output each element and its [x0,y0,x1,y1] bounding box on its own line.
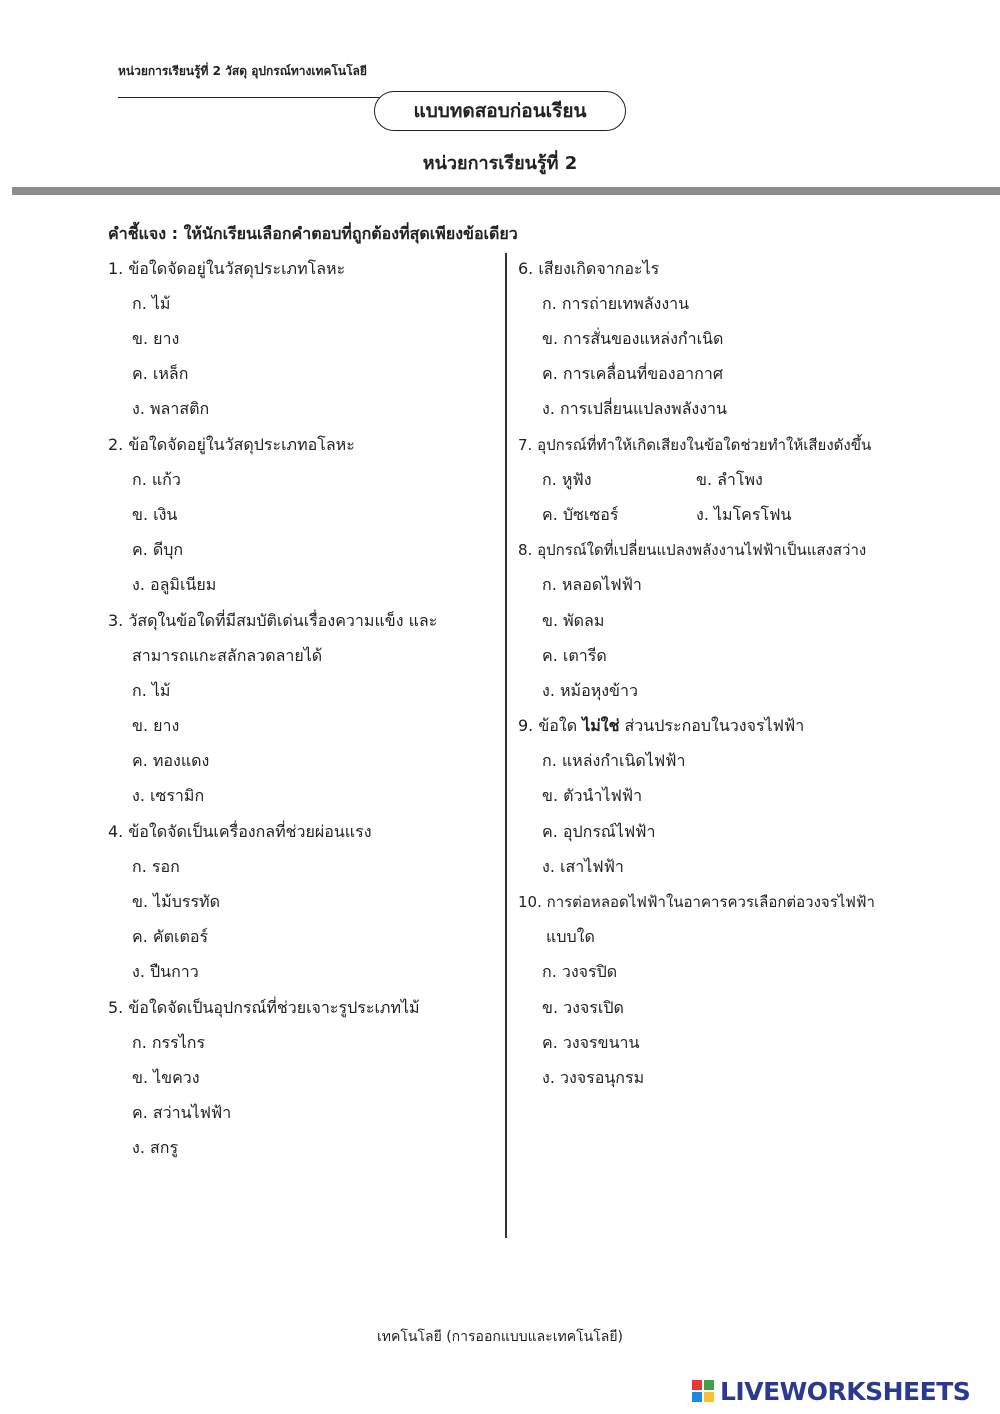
question-7: 7. อุปกรณ์ที่ทำให้เกิดเสียงในข้อใดช่วยทำให้เสียงดังขึ้น [518,436,872,454]
choice-1a[interactable]: ก. ไม้ [132,294,171,313]
choice-1d[interactable]: ง. พลาสติก [132,399,210,418]
choice-8b[interactable]: ข. พัดลม [542,611,605,630]
choice-7a[interactable]: ก. หูฟัง [542,470,592,489]
choice-10b[interactable]: ข. วงจรเปิด [542,998,624,1017]
header-rule [118,97,380,98]
choice-6c[interactable]: ค. การเคลื่อนที่ของอากาศ [542,364,723,383]
question-10: 10. การต่อหลอดไฟฟ้าในอาคารควรเลือกต่อวงจรไฟฟ้า [518,893,875,911]
unit-caption: หน่วยการเรียนรู้ที่ 2 วัสดุ อุปกรณ์ทางเทคโนโลยี [118,64,367,78]
choice-9c[interactable]: ค. อุปกรณ์ไฟฟ้า [542,822,656,841]
choice-10d[interactable]: ง. วงจรอนุกรม [542,1068,645,1087]
logo-square-blue [692,1392,702,1402]
choice-8c[interactable]: ค. เตารีด [542,646,607,665]
choice-8d[interactable]: ง. หม้อหุงข้าว [542,681,638,700]
choice-3a[interactable]: ก. ไม้ [132,681,171,700]
choice-10a[interactable]: ก. วงจรปิด [542,962,618,981]
choice-1c[interactable]: ค. เหล็ก [132,364,189,383]
liveworksheets-logo [692,1376,970,1406]
choice-9d[interactable]: ง. เสาไฟฟ้า [542,857,624,876]
choice-2c[interactable]: ค. ดีบุก [132,540,184,559]
choice-6b[interactable]: ข. การสั่นของแหล่งกำเนิด [542,329,724,348]
question-9-text: 9. ข้อใด [518,716,583,735]
choice-5d[interactable]: ง. สกรู [132,1138,179,1157]
question-1: 1. ข้อใดจัดอยู่ในวัสดุประเภทโลหะ [108,259,346,278]
choice-4c[interactable]: ค. คัตเตอร์ [132,927,209,946]
question-2: 2. ข้อใดจัดอยู่ในวัสดุประเภทอโลหะ [108,435,355,454]
logo-text: LIVEWORKSHEETS [720,1376,971,1406]
logo-grid-icon [692,1380,714,1402]
question-3: 3. วัสดุในข้อใดที่มีสมบัติเด่นเรื่องความแข็ง และ [108,611,438,630]
question-9-text-end: ส่วนประกอบในวงจรไฟฟ้า [619,716,805,735]
page-title: แบบทดสอบก่อนเรียน [374,91,626,131]
question-4: 4. ข้อใดจัดเป็นเครื่องกลที่ช่วยผ่อนแรง [108,822,372,841]
logo-square-yellow [704,1392,714,1402]
choice-4b[interactable]: ข. ไม้บรรทัด [132,892,220,911]
question-9-emphasis: ไม่ใช่ [582,716,620,735]
question-9 [518,715,804,737]
choice-2d[interactable]: ง. อลูมิเนียม [132,575,217,594]
choice-7c[interactable]: ค. บัซเซอร์ [542,505,619,524]
choice-9a[interactable]: ก. แหล่งกำเนิดไฟฟ้า [542,751,686,770]
question-5: 5. ข้อใดจัดเป็นอุปกรณ์ที่ช่วยเจาะรูประเภทไม้ [108,998,420,1017]
logo-square-green [704,1380,714,1390]
question-10-cont: แบบใด [546,927,595,946]
question-8: 8. อุปกรณ์ใดที่เปลี่ยนแปลงพลังงานไฟฟ้าเป็นแสงสว่าง [518,541,867,559]
choice-5a[interactable]: ก. กรรไกร [132,1033,206,1052]
choice-8a[interactable]: ก. หลอดไฟฟ้า [542,575,642,594]
column-divider [505,253,507,1238]
choice-9b[interactable]: ข. ตัวนำไฟฟ้า [542,786,643,805]
choice-10c[interactable]: ค. วงจรขนาน [542,1033,640,1052]
section-divider-bar [12,187,1000,195]
choice-2b[interactable]: ข. เงิน [132,505,178,524]
choice-4a[interactable]: ก. รอก [132,857,180,876]
choice-3c[interactable]: ค. ทองแดง [132,751,210,770]
choice-7b[interactable]: ข. ลำโพง [696,470,763,489]
choice-3b[interactable]: ข. ยาง [132,716,180,735]
choice-6d[interactable]: ง. การเปลี่ยนแปลงพลังงาน [542,399,727,418]
choice-6a[interactable]: ก. การถ่ายเทพลังงาน [542,294,690,313]
question-3-cont: สามารถแกะสลักลวดลายได้ [132,646,323,665]
choice-7d[interactable]: ง. ไมโครโฟน [696,505,792,524]
choice-5c[interactable]: ค. สว่านไฟฟ้า [132,1103,232,1122]
logo-square-red [692,1380,702,1390]
page-footer: เทคโนโลยี (การออกแบบและเทคโนโลยี) [377,1329,623,1345]
choice-4d[interactable]: ง. ปืนกาว [132,962,199,981]
choice-2a[interactable]: ก. แก้ว [132,470,181,489]
choice-5b[interactable]: ข. ไขควง [132,1068,200,1087]
choice-3d[interactable]: ง. เซรามิก [132,786,205,805]
question-6: 6. เสียงเกิดจากอะไร [518,259,660,278]
page-subtitle: หน่วยการเรียนรู้ที่ 2 [422,153,578,174]
instructions: คำชี้แจง : ให้นักเรียนเลือกคำตอบที่ถูกต้องที่สุดเพียงข้อเดียว [108,224,518,243]
choice-1b[interactable]: ข. ยาง [132,329,180,348]
